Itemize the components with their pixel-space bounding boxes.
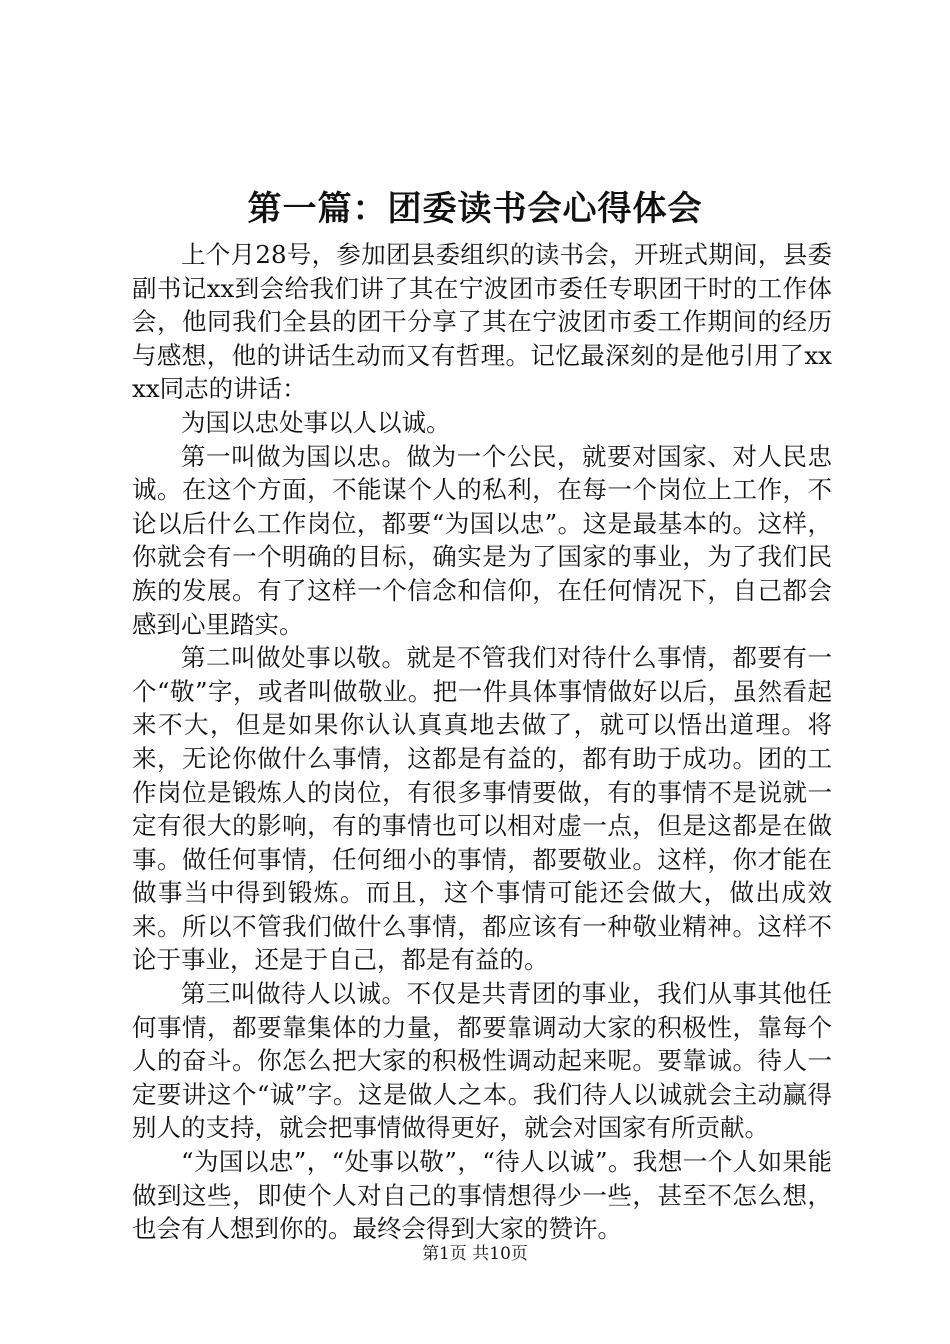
document-title: 第一篇：团委读书会心得体会 <box>247 189 703 229</box>
paragraph-conclusion: “为国以忠”，“处事以敬”，“待人以诚”。我想一个人如果能做到这些，即使个人对自己的事情想得少一些，甚至不怎么想，也会有人想到你的。最终会得到大家的赞许。 <box>132 1147 832 1244</box>
paragraph-respect: 第二叫做处事以敬。就是不管我们对待什么事情，都要有一个“敬”字，或者叫做敬业。把一件具体事情做好以后，虽然看起来不大，但是如果你认认真真地去做了，就可以悟出道理。将来，无论你做什么事情，这都是有益的，都有助于成功。团的工作岗位是锻炼人的岗位，有很多事情要做，有的事情不是说就一定有很大的影响，有的事情也可以相对虚一点，但是这都是在做事。做任何事情，任何细小的事情，都要敬业。这样，你才能在做事当中得到锻炼。而且，这个事情可能还会做大，做出成效来。所以不管我们做什么事情，都应该有一种敬业精神。这样不论于事业，还是于自己，都是有益的。 <box>132 643 832 975</box>
page-footer: 第1页 共10页 <box>422 1244 528 1264</box>
document-body <box>132 238 832 1246</box>
paragraph-intro: 上个月28号，参加团县委组织的读书会，开班式期间，县委副书记xx到会给我们讲了其在宁波团市委任专职团干时的工作体会，他同我们全县的团干分享了其在宁波团市委工作期间的经历与感想，他的讲话生动而又有哲理。记忆最深刻的是他引用了xxxx同志的讲话： <box>132 240 832 404</box>
paragraph-sincerity: 第三叫做待人以诚。不仅是共青团的事业，我们从事其他任何事情，都要靠集体的力量，都要靠调动大家的积极性，靠每个人的奋斗。你怎么把大家的积极性调动起来呢。要靠诚。待人一定要讲这个“诚”字。这是做人之本。我们待人以诚就会主动赢得别人的支持，就会把事情做得更好，就会对国家有所贡献。 <box>132 979 832 1143</box>
paragraph-motto: 为国以忠处事以人以诚。 <box>181 407 451 437</box>
paragraph-loyalty: 第一叫做为国以忠。做为一个公民，就要对国家、对人民忠诚。在这个方面，不能谋个人的私利，在每一个岗位上工作，不论以后什么工作岗位，都要“为国以忠”。这是最基本的。这样，你就会有一个明确的目标，确实是为了国家的事业，为了我们民族的发展。有了这样一个信念和信仰，在任何情况下，自己都会感到心里踏实。 <box>132 441 832 639</box>
